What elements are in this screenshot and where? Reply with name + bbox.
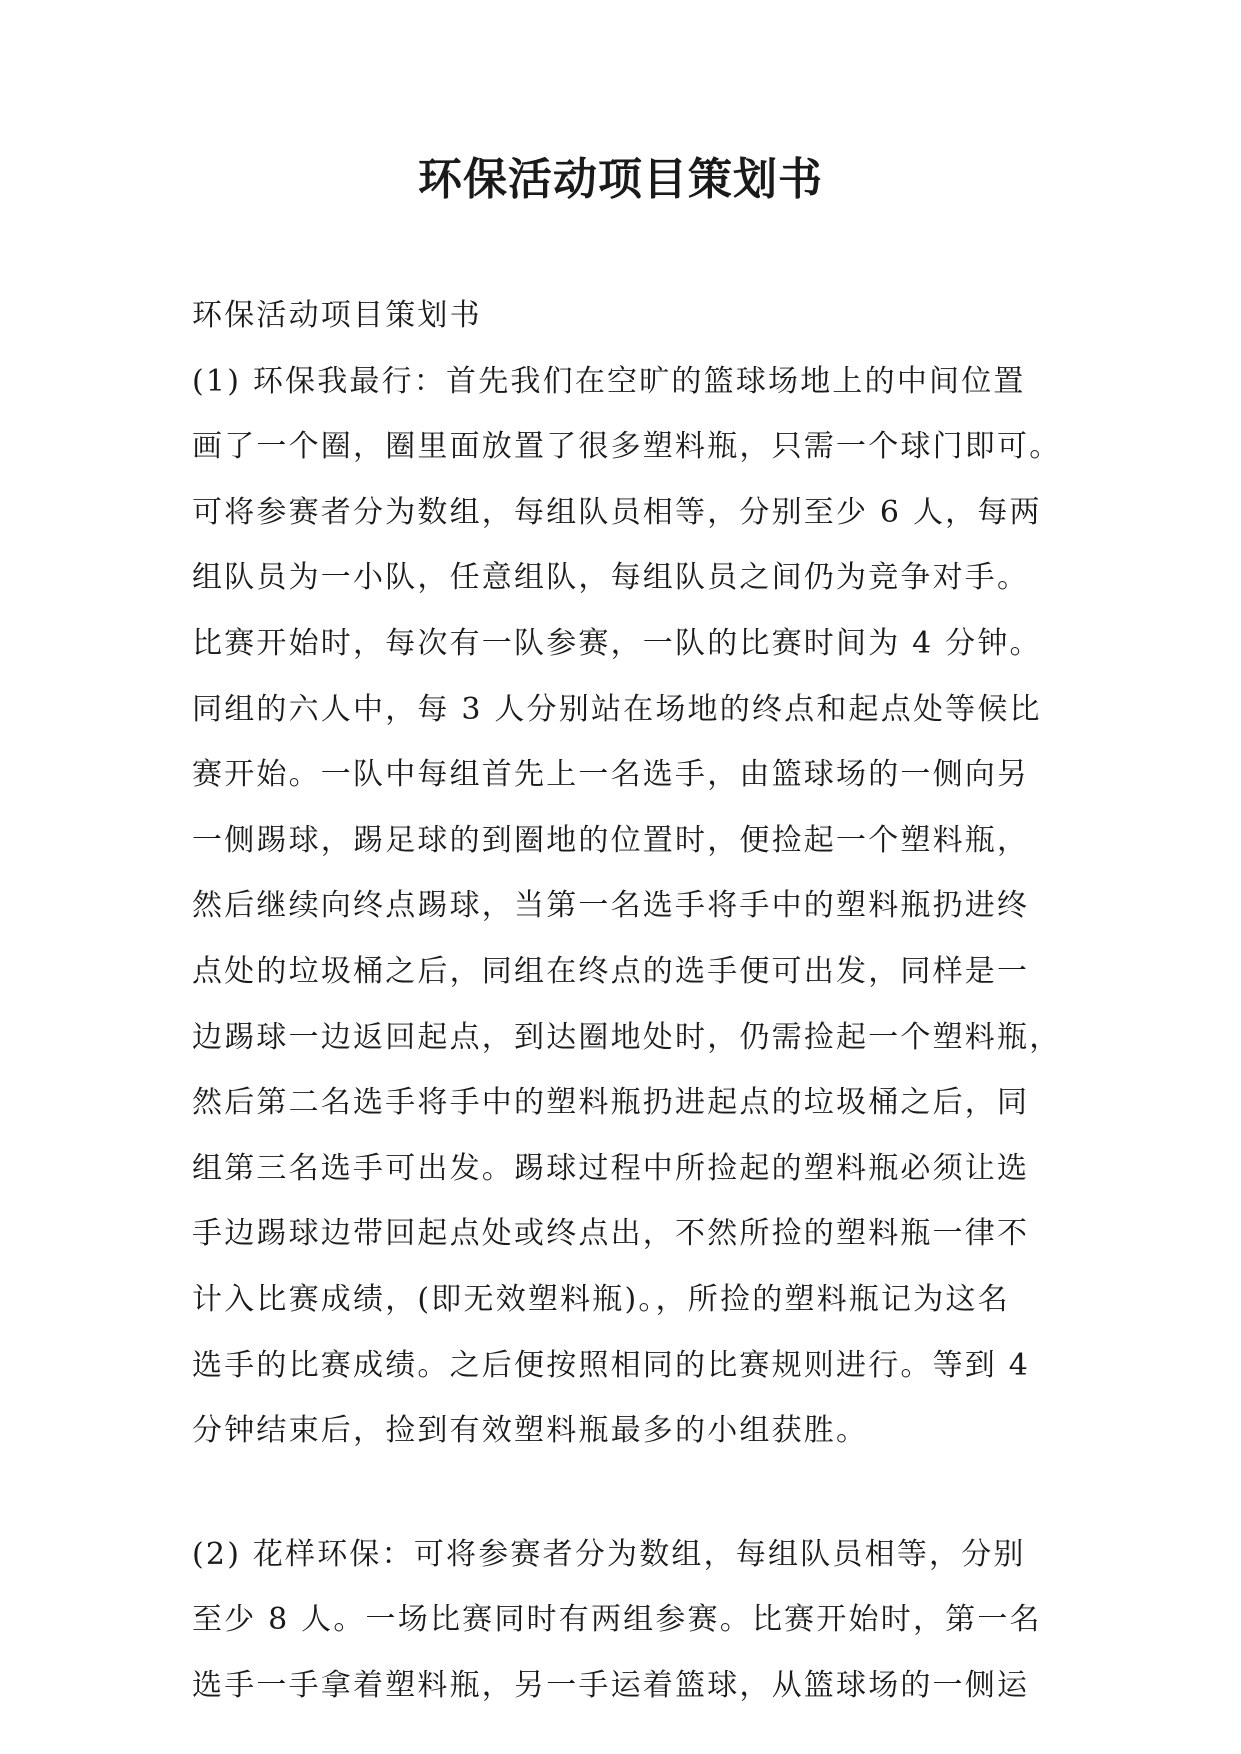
section-1-line: 边踢球一边返回起点，到达圈地处时，仍需捡起一个塑料瓶， [192, 1019, 1062, 1055]
section-2-line: (2) 花样环保：可将参赛者分为数组，每组队员相等，分别 [192, 1536, 1026, 1572]
section-1-line: 赛开始。一队中每组首先上一名选手，由篮球场的一侧向另 [192, 757, 1030, 793]
section-1-line: 可将参赛者分为数组，每组队员相等，分别至少 6 人，每两 [192, 494, 1042, 530]
section-1-line: 计入比赛成绩，(即无效塑料瓶)。，所捡的塑料瓶记为这名 [192, 1281, 1010, 1317]
document-subtitle: 环保活动项目策划书 [192, 298, 482, 333]
paragraph-spacer [192, 1464, 1052, 1522]
section-1-line: 然后第二名选手将手中的塑料瓶扔进起点的垃圾桶之后，同 [192, 1085, 1030, 1121]
section-1-line: 然后继续向终点踢球，当第一名选手将手中的塑料瓶扔进终 [192, 888, 1030, 924]
section-1-line: 一侧踢球，踢足球的到圈地的位置时，便捡起一个塑料瓶， [192, 822, 1030, 858]
section-1-line: 比赛开始时，每次有一队参赛，一队的比赛时间为 4 分钟。 [192, 625, 1042, 661]
section-1-line: 点处的垃圾桶之后，同组在终点的选手便可出发，同样是一 [192, 953, 1030, 989]
section-1-line: 选手的比赛成绩。之后便按照相同的比赛规则进行。等到 4 [192, 1347, 1031, 1383]
document-body [192, 283, 1062, 1718]
section-1-line: 手边踢球边带回起点处或终点出，不然所捡的塑料瓶一律不 [192, 1216, 1030, 1252]
section-2-paragraph [192, 1522, 1052, 1719]
document-title: 环保活动项目策划书 [418, 154, 823, 205]
section-2-line: 至少 8 人。一场比赛同时有两组参赛。比赛开始时，第一名 [192, 1602, 1042, 1638]
section-1-line: (1) 环保我最行：首先我们在空旷的篮球场地上的中间位置 [192, 363, 1026, 399]
section-1-line: 画了一个圈，圈里面放置了很多塑料瓶，只需一个球门即可。 [192, 429, 1062, 465]
section-1-line: 组第三名选手可出发。踢球过程中所捡起的塑料瓶必须让选 [192, 1150, 1030, 1186]
section-1-line: 分钟结束后，捡到有效塑料瓶最多的小组获胜。 [192, 1413, 869, 1449]
section-1-line: 同组的六人中，每 3 人分别站在场地的终点和起点处等候比 [192, 691, 1042, 727]
section-2-line: 选手一手拿着塑料瓶，另一手运着篮球，从篮球场的一侧运 [192, 1667, 1030, 1703]
section-1-line: 组队员为一小队，任意组队，每组队员之间仍为竞争对手。 [192, 560, 1030, 596]
section-1-paragraph [192, 349, 1062, 1464]
